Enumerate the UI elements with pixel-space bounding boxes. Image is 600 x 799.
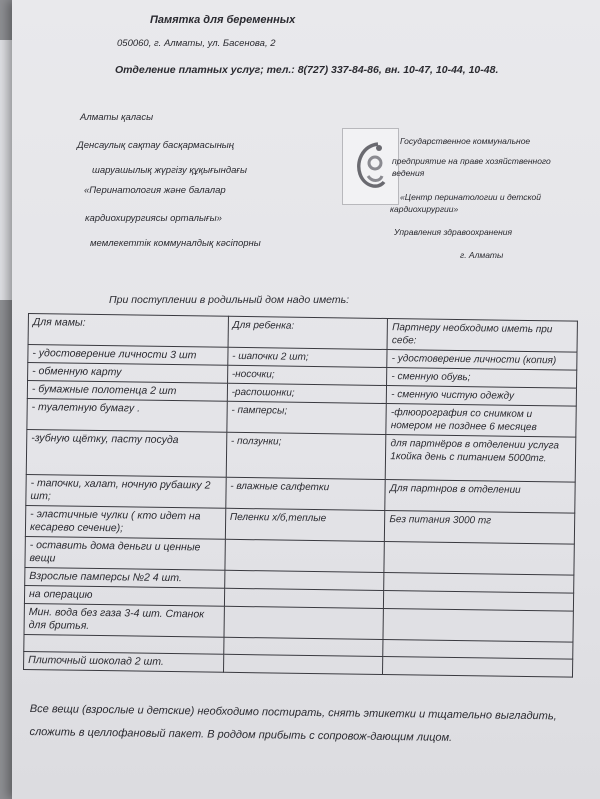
- table-cell: Без питания 3000 тг: [385, 511, 575, 545]
- org-ru-line: «Центр перинатологии и детской: [400, 192, 542, 202]
- org-kz-line: «Перинатология және балалар: [84, 185, 226, 196]
- footer-instructions: Все вещи (взрослые и детские) необходимо постирать, снять этикетки и тщательно выгладить, сложить в целлофановый пакет. В роддом прибыть с сопровож-дающим лицом.: [29, 702, 557, 744]
- org-kz-line: Алматы қаласы: [80, 112, 154, 123]
- table-cell: [383, 608, 573, 642]
- header-for-mother: Для мамы:: [28, 314, 228, 348]
- table-cell: [384, 542, 574, 576]
- table-cell: - туалетную бумагу .: [27, 398, 227, 432]
- table-cell: Взрослые памперсы №2 4 шт.: [25, 567, 225, 588]
- table-cell: [383, 656, 573, 677]
- table-cell: - эластичные чулки ( кто идет на кесарево сечение);: [25, 505, 225, 539]
- table-cell: для партнёров в отделении услуга 1койка день с питанием 5000тг.: [386, 435, 576, 483]
- table-cell: [225, 539, 385, 572]
- table-cell: - оставить дома деньги и ценные вещи: [25, 536, 225, 570]
- table-cell: [223, 654, 383, 674]
- department-contacts: Отделение платных услуг; тел.: 8(727) 337-84-86, вн. 10-47, 10-44, 10-48.: [115, 64, 499, 76]
- address-line: 050060, г. Алматы, ул. Басенова, 2: [117, 38, 276, 49]
- table-cell: [223, 637, 383, 656]
- table-cell: - удостоверение личности (копия): [387, 350, 577, 371]
- table-cell: -распошонки;: [227, 383, 387, 403]
- org-kz-line: шаруашылық жүргізу құқығындағы: [92, 165, 248, 176]
- header-for-partner: Партнеру необходимо иметь при себе:: [387, 319, 577, 353]
- table-cell: - влажные салфетки: [226, 477, 386, 510]
- table-cell: Плиточный шоколад 2 шт.: [24, 651, 224, 672]
- org-kz-line: кардиохирургиясы орталығы»: [85, 213, 222, 224]
- table-cell: -зубную щётку, пасту посуда: [26, 429, 226, 477]
- table-cell: - бумажные полотенца 2 шт: [27, 381, 227, 402]
- header-for-child: Для ребенка:: [228, 316, 388, 349]
- org-ru-line: кардиохирургии»: [390, 204, 459, 214]
- table-cell: -флюорография со снимком и номером не позднее 6 месяцев: [386, 404, 576, 438]
- org-ru-line: Государственное коммунальное: [400, 136, 531, 146]
- org-kz-line: мемлекеттік коммуналдық кәсіпорны: [90, 238, 261, 249]
- checklist-table: [23, 313, 578, 678]
- table-cell: - тапочки, халат, ночную рубашку 2 шт;: [26, 474, 226, 508]
- org-ru-line: Управления здравоохранения: [394, 227, 513, 237]
- table-cell: Мин. вода без газа 3-4 шт. Станок для бритья.: [24, 603, 224, 637]
- table-cell: [224, 588, 384, 608]
- org-ru-line: г. Алматы: [460, 250, 504, 260]
- intro-text: При поступлении в родильный дом надо иметь:: [109, 294, 350, 306]
- table-cell: - сменную чистую одежду: [387, 386, 577, 407]
- table-cell: - сменную обувь;: [387, 368, 577, 389]
- org-ru-line: ведения: [392, 168, 425, 178]
- document-title: Памятка для беременных: [150, 14, 296, 26]
- table-cell: [224, 606, 384, 639]
- table-cell: [224, 570, 384, 590]
- table-cell: Для партнров в отделении: [385, 480, 575, 514]
- table-row: [26, 429, 576, 482]
- table-cell: - обменную карту: [28, 363, 228, 384]
- center-logo: [342, 128, 399, 205]
- table-cell: на операцию: [24, 585, 224, 606]
- table-cell: - памперсы;: [227, 401, 387, 434]
- table-cell: -носочки;: [227, 365, 387, 385]
- table-cell: - удостоверение личности 3 шт: [28, 345, 228, 366]
- org-kz-line: Денсаулық сақтау басқармасының: [77, 140, 235, 151]
- table-cell: - ползунки;: [226, 432, 386, 479]
- mother-child-logo-icon: [348, 136, 394, 198]
- org-ru-line: предприятие на праве хозяйственного: [392, 156, 551, 166]
- table-cell: Пеленки х/б,теплые: [225, 508, 385, 541]
- table-cell: - шапочки 2 шт;: [228, 347, 388, 367]
